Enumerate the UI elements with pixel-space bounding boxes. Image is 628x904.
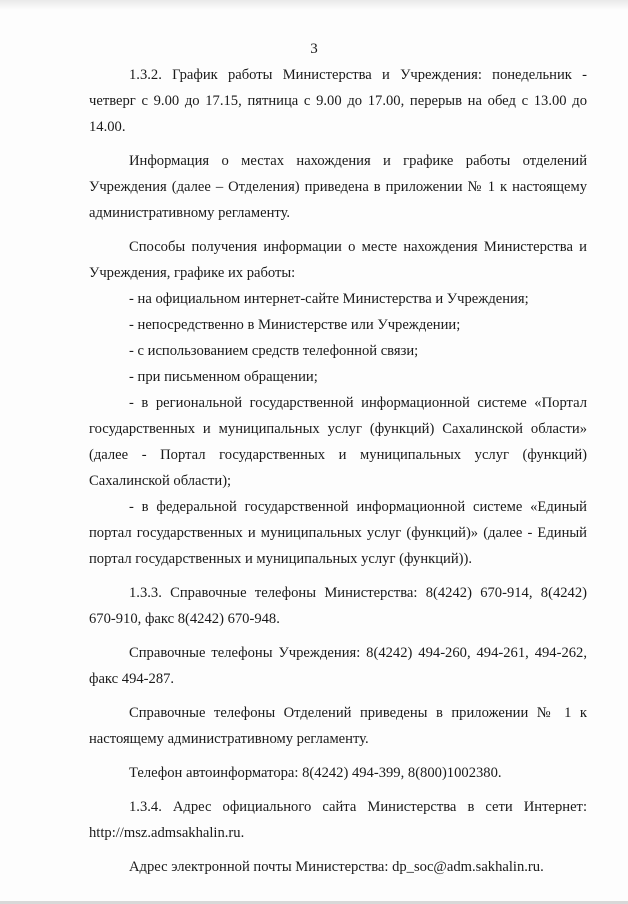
paragraph-autoinformer-phone: Телефон автоинформатора: 8(4242) 494-399, 8(800)1002380. [129, 765, 502, 781]
paragraph-branches-info: Информация о местах нахождения и графике работы отделений Учреждения (далее – Отделения) приведена в приложении № 1 к настоящему административному регламенту. [89, 153, 587, 221]
list-item-website: - на официальном интернет-сайте Министерства и Учреждения; [129, 291, 529, 307]
list-item-federal-portal: - в федеральной государственной информационной системе «Единый портал государственных и муниципальных услуг (функций)» (далее - Единый портал государственных и муниципальных услуг (функций)). [89, 499, 587, 567]
list-item-regional-portal: - в региональной государственной информационной системе «Портал государственных и муниципальных услуг (функций) Сахалинской области» (далее - Портал государственных и муниципальных услуг (функций) Сахалинской области); [89, 395, 587, 489]
list-item-in-person: - непосредственно в Министерстве или Учреждении; [129, 317, 461, 333]
list-item-written: - при письменном обращении; [129, 369, 318, 385]
list-item-phone: - с использованием средств телефонной связи; [129, 343, 419, 359]
paragraph-email-address: Адрес электронной почты Министерства: dp_soc@adm.sakhalin.ru. [129, 859, 544, 875]
paragraph-ministry-phones: 1.3.3. Справочные телефоны Министерства: 8(4242) 670-914, 8(4242) 670-910, факс 8(4242) 670-948. [89, 585, 587, 627]
document-body [89, 62, 587, 880]
page-number: 3 [310, 41, 318, 57]
scan-edge-shadow [0, 0, 628, 10]
paragraph-website-address: 1.3.4. Адрес официального сайта Министерства в сети Интернет: http://msz.admsakhalin.ru. [89, 799, 587, 841]
paragraph-institution-phones: Справочные телефоны Учреждения: 8(4242) 494-260, 494-261, 494-262, факс 494-287. [89, 645, 587, 687]
paragraph-branch-phones: Справочные телефоны Отделений приведены в приложении № 1 к настоящему административному регламенту. [89, 705, 587, 747]
paragraph-info-methods: Способы получения информации о месте нахождения Министерства и Учреждения, графике их работы: [89, 239, 587, 281]
paragraph-work-schedule: 1.3.2. График работы Министерства и Учреждения: понедельник - четверг с 9.00 до 17.15, пятница с 9.00 до 17.00, перерыв на обед с 13.00 до 14.00. [89, 67, 587, 135]
